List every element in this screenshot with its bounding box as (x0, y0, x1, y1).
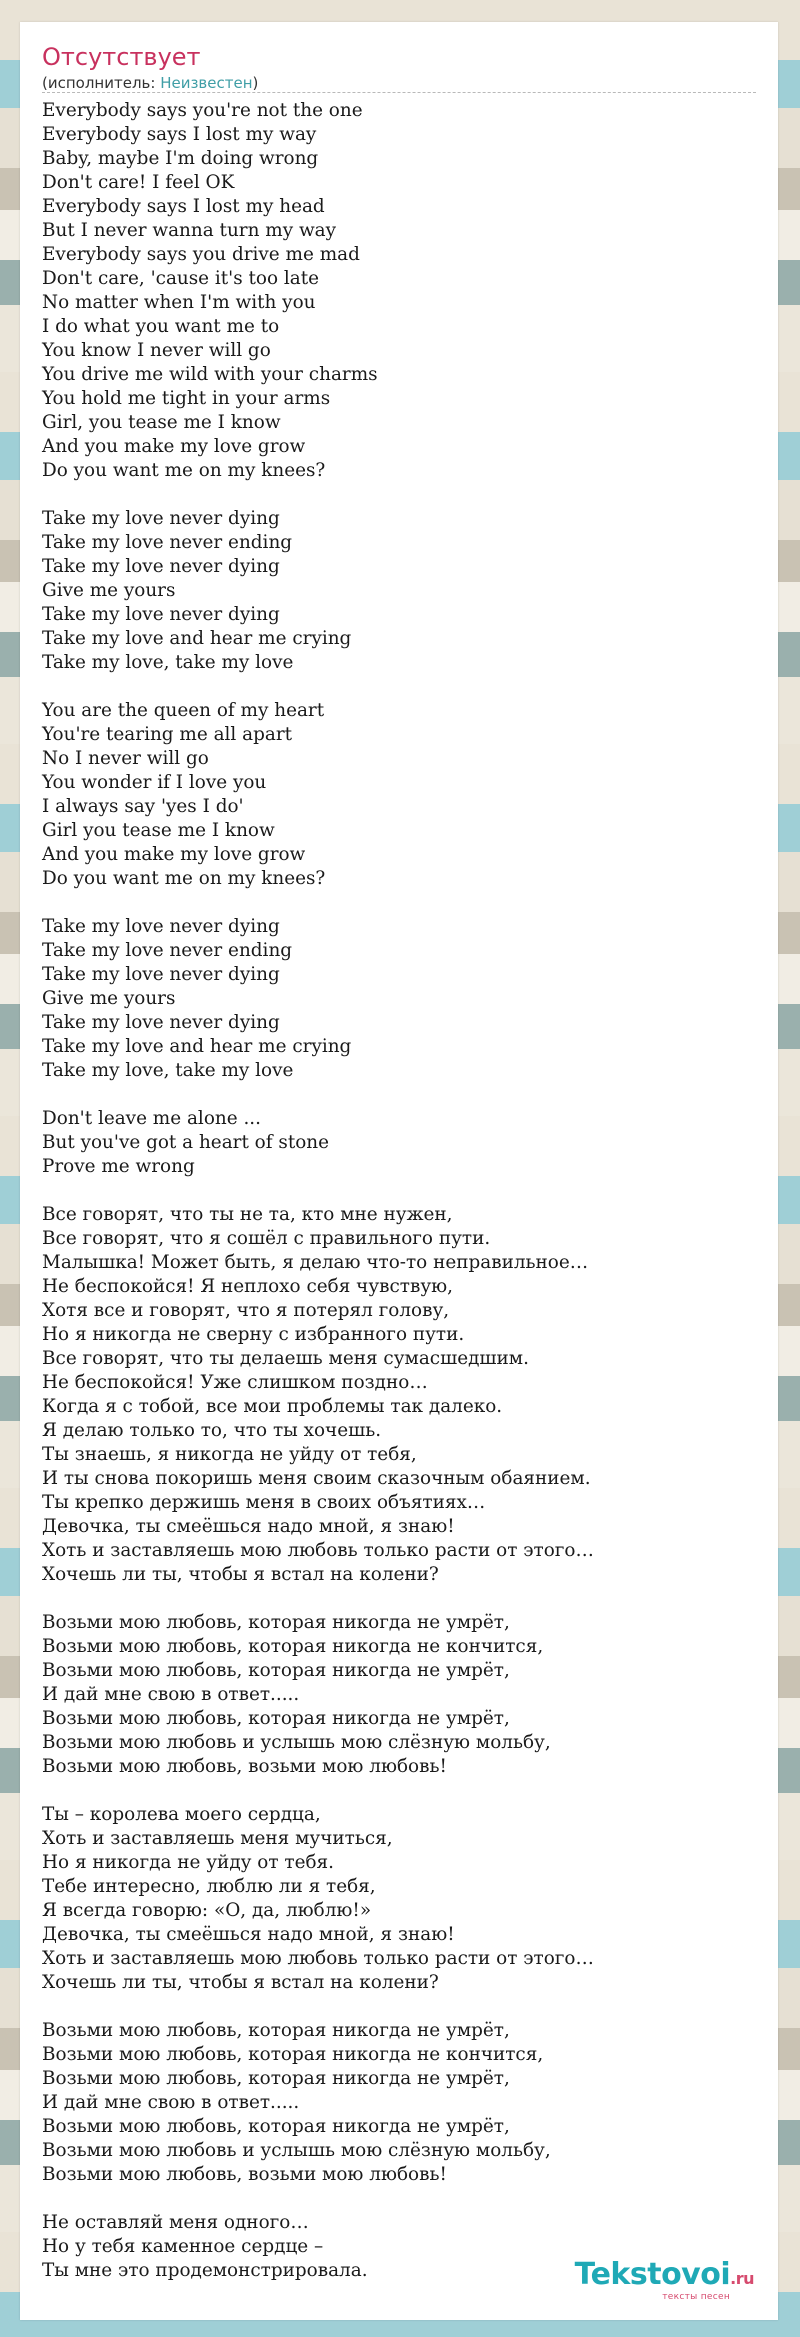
logo-tld: .ru (730, 2269, 754, 2288)
lyrics-card (20, 22, 778, 2320)
site-logo[interactable] (575, 2259, 754, 2302)
title-divider (42, 92, 756, 93)
lyrics-text: Everybody says you're not the one Everybody says I lost my way Baby, maybe I'm doing wrong Don't care! I feel OK Everybody says I lost my head But I never wanna turn my way Everybody says you drive me mad Don't care, 'cause it's too late No matter when I'm with you I do what you want me to You know I never will go You drive me wild with your charms You hold me tight in your arms Girl, you tease me I know And you make my love grow Do you want me on my knees? Take my love never dying Take my love never ending Take my love never dying Give me yours Take my love never dying Take my love and hear me crying Take my love, take my love You are the queen of my heart You're tearing me all apart No I never will go You wonder if I love you I always say 'yes I do' Girl you tease me I know And you make my love grow Do you want me on my knees? Take my love never dying Take my love never ending Take my love never dying Give me yours Take my love never dying Take my love and hear me crying Take my love, take my love Don't leave me alone ... But you've got a heart of stone Prove me wrong Все говорят, что ты не та, кто мне нужен, Все говорят, что я сошёл с правильного пути. Малышка! Может быть, я делаю что-то неправильное… Не беспокойся! Я неплохо себя чувствую, Хотя все и говорят, что я потерял голову, Но я никогда не сверну с избранного пути. Все говорят, что ты делаешь меня сумасшедшим. Не беспокойся! Уже слишком поздно… Когда я с тобой, все мои проблемы так далеко. Я делаю только то, что ты хочешь. Ты знаешь, я никогда не уйду от тебя, И ты снова покоришь меня своим сказочным обаянием. Ты крепко держишь меня в своих объятиях… Девочка, ты смеёшься надо мной, я знаю! Хоть и заставляешь мою любовь только расти от этого… Хочешь ли ты, чтобы я встал на колени? Возьми мою любовь, которая никогда не умрёт, Возьми мою любовь, которая никогда не кончится, Возьми мою любовь, которая никогда не умрёт, И дай мне свою в ответ..... Возьми мою любовь, которая никогда не умрёт, Возьми мою любовь и услышь мою слёзную мольбу, Возьми мою любовь, возьми мою любовь! Ты – королева моего сердца, Хоть и заставляешь меня мучиться, Но я никогда не уйду от тебя. Тебе интересно, люблю ли я тебя, Я всегда говорю: «О, да, люблю!» Девочка, ты смеёшься надо мной, я знаю! Хоть и заставляешь мою любовь только расти от этого… Хочешь ли ты, чтобы я встал на колени? Возьми мою любовь, которая никогда не умрёт, Возьми мою любовь, которая никогда не кончится, Возьми мою любовь, которая никогда не умрёт, И дай мне свою в ответ..... Возьми мою любовь, которая никогда не умрёт, Возьми мою любовь и услышь мою слёзную мольбу, Возьми мою любовь, возьми мою любовь! Не оставляй меня одного… Но у тебя каменное сердце – Ты мне это продемонстрировала. (42, 100, 594, 2281)
artist-suffix: ) (252, 74, 259, 92)
logo-name: Tekstovoi (574, 2257, 731, 2292)
logo-tagline: тексты песен (662, 2292, 730, 2302)
artist-link[interactable]: Неизвестен (160, 74, 253, 92)
song-title: Отсутствует (42, 43, 201, 71)
artist-prefix: (исполнитель: (42, 74, 161, 92)
artist-line (42, 73, 258, 93)
